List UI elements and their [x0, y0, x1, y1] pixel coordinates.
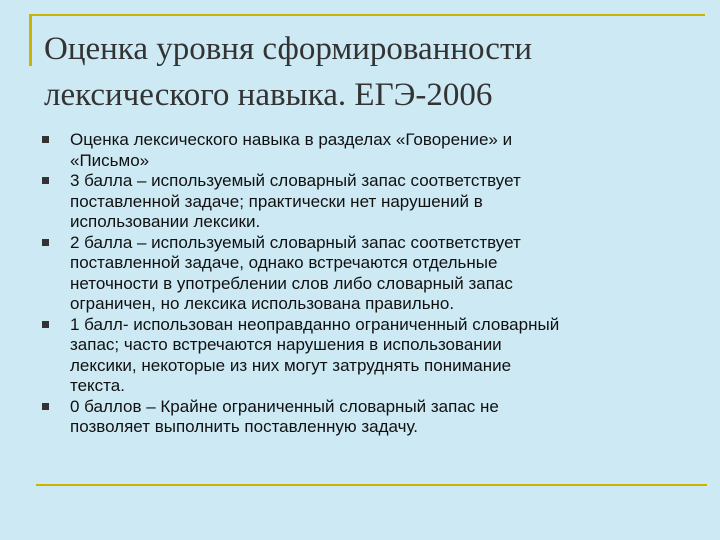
- slide-title: [44, 26, 704, 118]
- bullet-line: неточности в употреблении слов либо словарный запас: [70, 273, 513, 293]
- bullet-line: лексики, некоторые из них могут затруднять понимание: [70, 355, 512, 375]
- bullet-line: поставленной задаче, однако встречаются отдельные: [70, 253, 498, 272]
- bullet-text: [70, 130, 690, 171]
- bullet-item: [40, 171, 690, 233]
- bullet-line: 1 балл- использован неоправданно ограниченный словарный: [70, 314, 560, 334]
- bullet-item: [40, 130, 690, 171]
- bullet-text: [70, 397, 690, 438]
- bullet-item: [40, 233, 690, 315]
- bullet-list: [40, 130, 690, 438]
- bullet-line: использовании лексики.: [70, 212, 261, 231]
- bullet-line: поставленной задаче; практически нет нарушений в: [70, 191, 483, 211]
- bullet-line: «Письмо»: [70, 150, 150, 170]
- frame-bottom-line: [36, 484, 707, 486]
- bullet-line: текста.: [70, 376, 125, 395]
- bullet-item: [40, 315, 690, 397]
- square-bullet-icon: [42, 321, 49, 328]
- bullet-line: 3 балла – используемый словарный запас соответствует: [70, 171, 521, 190]
- square-bullet-icon: [42, 403, 49, 410]
- square-bullet-icon: [42, 136, 49, 143]
- square-bullet-icon: [42, 177, 49, 184]
- bullet-line: 0 баллов – Крайне ограниченный словарный запас не: [70, 396, 499, 416]
- slide-title-line: Оценка уровня сформированности: [44, 31, 533, 67]
- bullet-line: ограничен, но лексика использована правильно.: [70, 294, 455, 313]
- bullet-text: [70, 315, 690, 397]
- slide-title-line: лексического навыка. ЕГЭ-2006: [44, 77, 493, 113]
- bullet-text: [70, 233, 690, 315]
- bullet-line: запас; часто встречаются нарушения в использовании: [70, 335, 502, 354]
- square-bullet-icon: [42, 239, 49, 246]
- bullet-line: Оценка лексического навыка в разделах «Говорение» и: [70, 130, 513, 149]
- bullet-line: позволяет выполнить поставленную задачу.: [70, 417, 419, 436]
- frame-left-line: [29, 14, 32, 66]
- bullet-text: [70, 171, 690, 233]
- bullet-line: 2 балла – используемый словарный запас соответствует: [70, 232, 521, 252]
- frame-top-line: [29, 14, 705, 16]
- bullet-item: [40, 397, 690, 438]
